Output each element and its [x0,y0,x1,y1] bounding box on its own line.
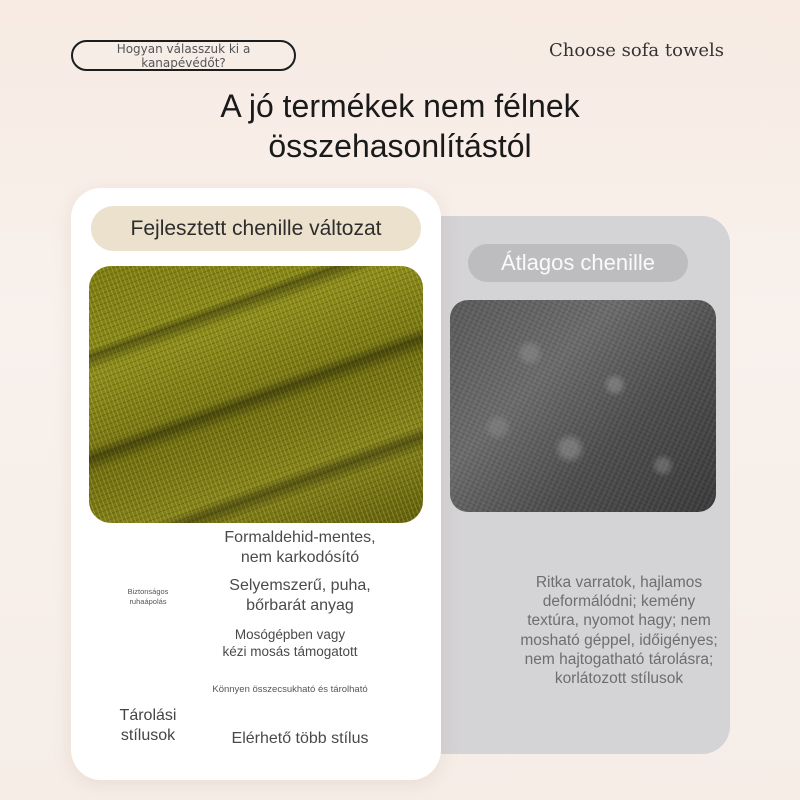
gray-fabric-image [450,300,716,512]
page-title [0,86,800,166]
feature-foldable: Könnyen összecsukható és tárolható [212,684,368,695]
question-pill-label: Hogyan válasszuk ki a kanapévédőt? [116,41,251,70]
question-pill[interactable] [71,40,296,71]
feature-multiple-styles: Elérhető több stílus [231,730,369,747]
upgraded-chenille-title: Fejlesztett chenille változat [91,206,421,251]
feature-washable: Mosógépben vagy kézi mosás támogatott [222,627,358,659]
page-title-line-2: összehasonlítástól [268,128,532,164]
safety-care-label: Biztonságos ruhaápolás [127,587,169,606]
feature-formaldehyde-free: Formaldehid-mentes, nem karkodósító [224,529,376,566]
average-chenille-title: Átlagos chenille [468,244,688,282]
brand-caption: Choose sofa towels [549,40,724,61]
storage-styles-label: Tárolási stílusok [119,707,177,744]
feature-silky-soft: Selyemszerű, puha, bőrbarát anyag [229,577,371,614]
page-title-line-1: A jó termékek nem félnek [220,88,580,124]
green-fabric-image [89,266,423,523]
average-chenille-description: Ritka varratok, hajlamos deformálódni; kemény textúra, nyomot hagy; nem mosható géppel, időigényes; nem hajtogatható tárolásra; korlátozott stílusok [520,574,718,688]
